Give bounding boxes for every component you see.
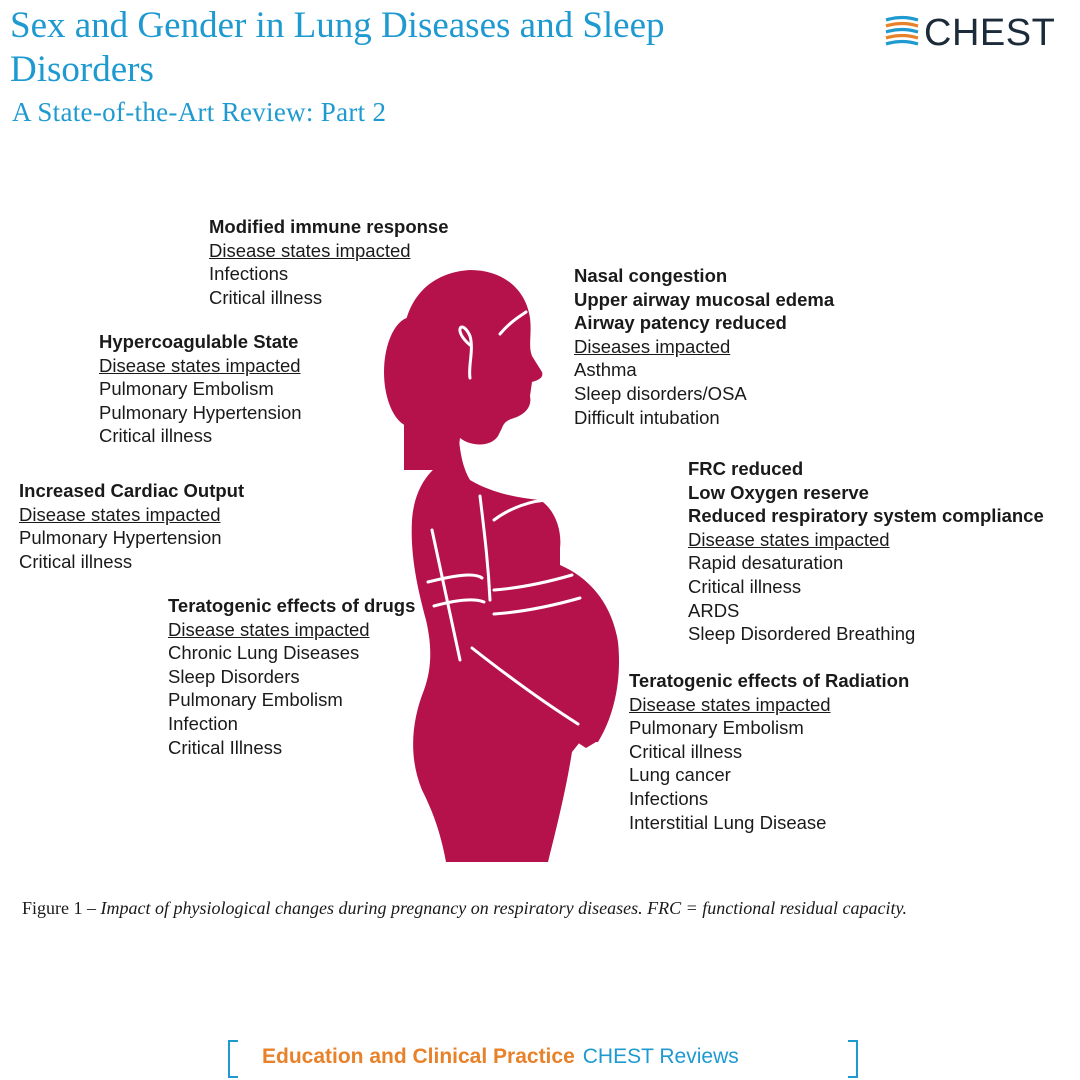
annotation-item: Infection xyxy=(168,712,238,734)
annotation-heading: Airway patency reduced xyxy=(574,312,787,334)
annotation-teratogenic-radiation xyxy=(629,669,909,834)
annotation-item: Rapid desaturation xyxy=(688,552,844,574)
footer-section-label: Education and Clinical Practice xyxy=(262,1045,575,1068)
annotation-item: Pulmonary Embolism xyxy=(629,717,804,739)
caption-label: Figure 1 – xyxy=(22,898,96,918)
annotation-item: Sleep Disorders xyxy=(168,665,300,687)
annotation-item: Critical Illness xyxy=(168,736,283,758)
annotation-heading: FRC reduced xyxy=(688,458,804,479)
annotation-subheading: Disease states impacted xyxy=(688,528,890,550)
annotation-frc-reduced xyxy=(688,457,1044,646)
annotation-item: Critical illness xyxy=(629,740,743,762)
annotation-item: Infections xyxy=(209,263,289,285)
annotation-hypercoagulable-state xyxy=(99,330,302,448)
chest-logo-text: CHEST xyxy=(924,12,1056,54)
annotation-teratogenic-drugs xyxy=(168,594,415,759)
annotation-heading: Nasal congestion xyxy=(574,265,728,286)
annotation-subheading: Diseases impacted xyxy=(574,335,731,357)
annotation-nasal-congestion xyxy=(574,264,834,429)
annotation-item: Critical illness xyxy=(688,575,802,597)
annotation-item: Pulmonary Hypertension xyxy=(19,527,222,549)
article-title: Sex and Gender in Lung Diseases and Sleep Disorders xyxy=(10,5,665,90)
caption-text: Impact of physiological changes during pregnancy on respiratory diseases. FRC = functional residual capacity. xyxy=(100,898,908,918)
annotation-item: Pulmonary Embolism xyxy=(168,689,343,711)
annotation-item: Pulmonary Embolism xyxy=(99,378,274,400)
right-bracket xyxy=(848,1040,858,1078)
annotation-item: Pulmonary Hypertension xyxy=(99,401,302,423)
footer-banner xyxy=(228,1040,858,1076)
annotation-item: ARDS xyxy=(688,599,740,621)
figure-caption xyxy=(22,898,1062,919)
article-subtitle: A State-of-the-Art Review: Part 2 xyxy=(12,97,387,127)
annotation-item: Infections xyxy=(629,787,709,809)
annotation-heading: Upper airway mucosal edema xyxy=(574,288,835,310)
annotation-subheading: Disease states impacted xyxy=(629,693,831,715)
annotation-subheading: Disease states impacted xyxy=(209,239,411,261)
annotation-item: Critical illness xyxy=(209,286,323,308)
footer-journal-label: CHEST Reviews xyxy=(582,1045,739,1068)
annotation-item: Lung cancer xyxy=(629,764,731,786)
annotation-item: Sleep disorders/OSA xyxy=(574,382,747,404)
left-bracket xyxy=(228,1040,238,1078)
chest-logo xyxy=(884,10,1074,56)
annotation-item: Critical illness xyxy=(19,550,133,572)
annotation-heading: Increased Cardiac Output xyxy=(19,480,245,501)
annotation-item: Sleep Disordered Breathing xyxy=(688,623,916,645)
annotation-heading: Hypercoagulable State xyxy=(99,331,299,352)
annotation-subheading: Disease states impacted xyxy=(99,354,301,376)
annotation-heading: Teratogenic effects of Radiation xyxy=(629,670,910,691)
annotation-heading: Reduced respiratory system compliance xyxy=(688,505,1044,527)
annotation-heading: Teratogenic effects of drugs xyxy=(168,595,416,616)
annotation-item: Critical illness xyxy=(99,425,213,447)
annotation-immune-response xyxy=(209,215,449,309)
annotation-item: Asthma xyxy=(574,359,637,381)
chest-logo-mark-icon xyxy=(884,14,920,50)
annotation-heading: Modified immune response xyxy=(209,216,449,237)
annotation-item: Difficult intubation xyxy=(574,406,720,428)
annotation-subheading: Disease states impacted xyxy=(168,618,370,640)
annotation-subheading: Disease states impacted xyxy=(19,503,221,525)
annotation-item: Interstitial Lung Disease xyxy=(629,811,827,833)
footer-text xyxy=(262,1045,739,1069)
annotation-cardiac-output xyxy=(19,479,244,573)
annotation-heading: Low Oxygen reserve xyxy=(688,481,869,503)
annotation-item: Chronic Lung Diseases xyxy=(168,642,360,664)
